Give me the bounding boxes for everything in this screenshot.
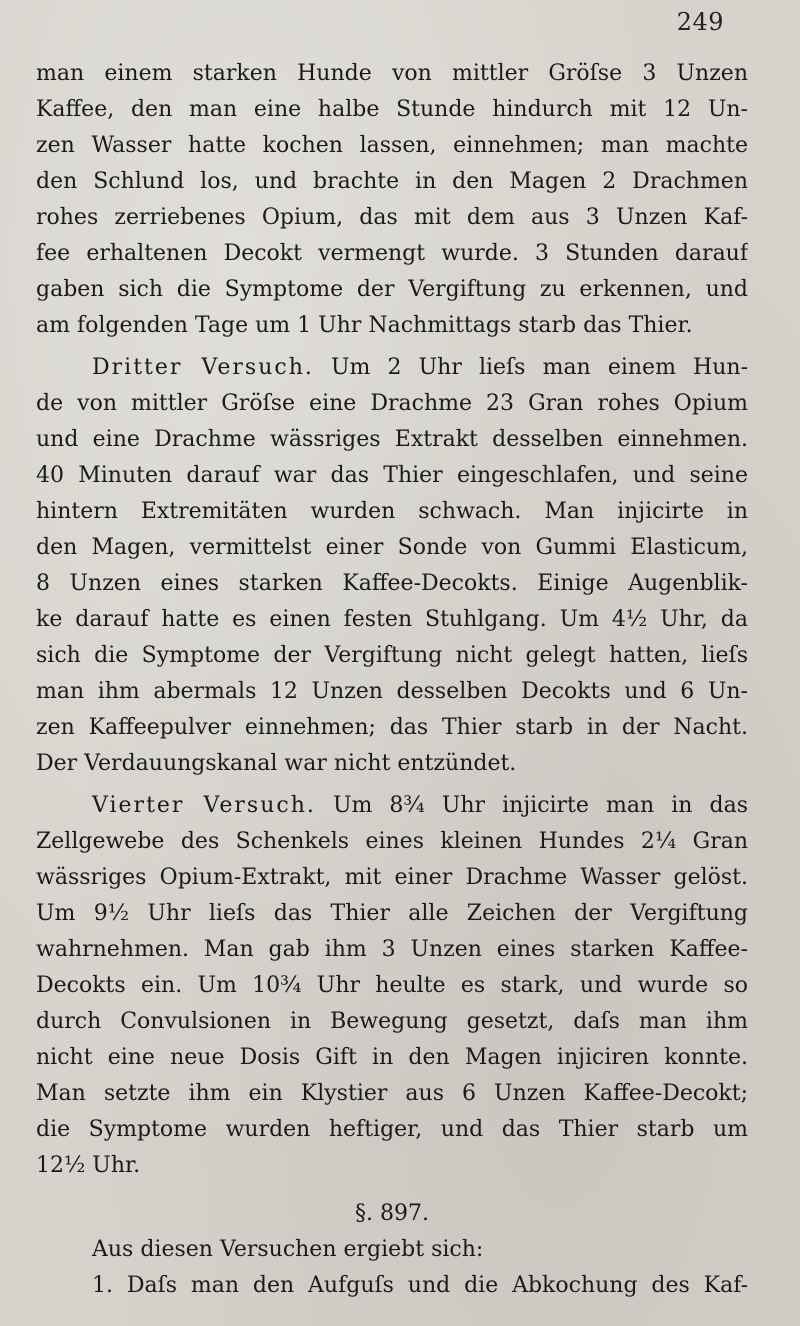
text-fragment: Um 2 Uhr lieſs man einem Hun- (313, 355, 748, 380)
text-line: den Magen, vermittelst einer Sonde von Gummi Elasticum, (36, 535, 748, 560)
page-number: 249 (676, 8, 724, 36)
paragraph-start-dritter-versuch (36, 350, 748, 386)
text-line: Decokts ein. Um 10¾ Uhr heulte es stark, und wurde so (36, 973, 748, 998)
text-line: Der Verdauungskanal war nicht entzündet. (36, 751, 517, 776)
section-gap (36, 1184, 748, 1196)
text-line: zen Kaffeepulver einnehmen; das Thier starb in der Nacht. (36, 715, 748, 740)
text-line: de von mittler Gröſse eine Drachme 23 Gran rohes Opium (36, 391, 748, 416)
text-line: und eine Drachme wässriges Extrakt desselben einnehmen. (36, 427, 748, 452)
text-line: man einem starken Hunde von mittler Gröſse 3 Unzen (36, 61, 748, 86)
text-line: 12½ Uhr. (36, 1153, 141, 1178)
text-line: wahrnehmen. Man gab ihm 3 Unzen eines starken Kaffee- (36, 937, 748, 962)
text-line: durch Convulsionen in Bewegung gesetzt, daſs man ihm (36, 1009, 748, 1034)
text-line: Aus diesen Versuchen ergiebt sich: (92, 1237, 484, 1262)
text-line: sich die Symptome der Vergiftung nicht gelegt hatten, lieſs (36, 643, 748, 668)
text-line: 1. Daſs man den Aufguſs und die Abkochung des Kaf- (92, 1273, 748, 1298)
text-line: Um 9½ Uhr lieſs das Thier alle Zeichen der Vergiftung (36, 901, 748, 926)
text-line: fee erhaltenen Decokt vermengt wurde. 3 Stunden darauf (36, 241, 748, 266)
text-line: am folgenden Tage um 1 Uhr Nachmittags starb das Thier. (36, 313, 693, 338)
text-line: 40 Minuten darauf war das Thier eingeschlafen, und seine (36, 463, 748, 488)
text-line: man ihm abermals 12 Unzen desselben Decokts und 6 Un- (36, 679, 748, 704)
text-line: Kaffee, den man eine halbe Stunde hindurch mit 12 Un- (36, 97, 748, 122)
text-line: nicht eine neue Dosis Gift in den Magen injiciren konnte. (36, 1045, 748, 1070)
text-line: hintern Extremitäten wurden schwach. Man injicirte in (36, 499, 748, 524)
text-line: den Schlund los, und brachte in den Magen 2 Drachmen (36, 169, 748, 194)
section-number: §. 897. (355, 1201, 429, 1226)
text-line: Man setzte ihm ein Klystier aus 6 Unzen Kaffee-Decokt; (36, 1081, 748, 1106)
experiment-heading: Dritter Versuch. (92, 355, 314, 380)
text-line: 8 Unzen eines starken Kaffee-Decokts. Einige Augenblik- (36, 571, 748, 596)
text-line: gaben sich die Symptome der Vergiftung zu erkennen, und (36, 277, 748, 302)
text-line: die Symptome wurden heftiger, und das Thier starb um (36, 1117, 748, 1142)
text-fragment: Um 8¾ Uhr injicirte man in das (315, 793, 748, 818)
text-line: ke darauf hatte es einen festen Stuhlgang. Um 4½ Uhr, da (36, 607, 748, 632)
text-line: wässriges Opium-Extrakt, mit einer Drachme Wasser gelöst. (36, 865, 748, 890)
text-line: Zellgewebe des Schenkels eines kleinen Hundes 2¼ Gran (36, 829, 748, 854)
text-line: rohes zerriebenes Opium, das mit dem aus 3 Unzen Kaf- (36, 205, 748, 230)
text-line: zen Wasser hatte kochen lassen, einnehmen; man machte (36, 133, 748, 158)
experiment-heading: Vierter Versuch. (92, 793, 316, 818)
page-body (36, 56, 748, 1304)
paragraph-start-vierter-versuch (36, 788, 748, 824)
